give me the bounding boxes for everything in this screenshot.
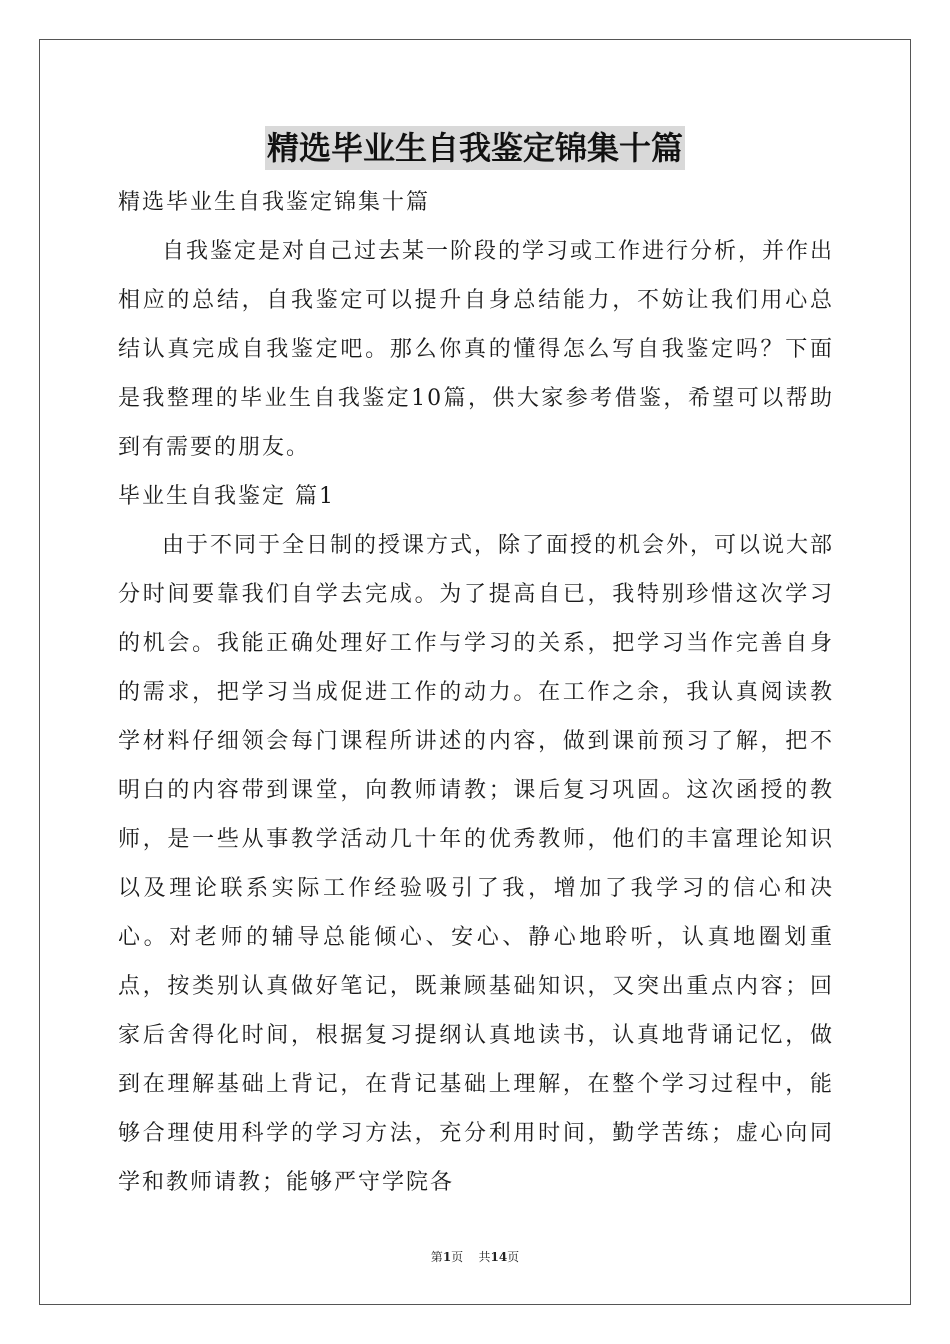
total-label-suffix: 页	[507, 1250, 520, 1264]
page-footer	[0, 1248, 950, 1265]
section-paragraph: 由于不同于全日制的授课方式，除了面授的机会外，可以说大部分时间要靠我们自学去完成。为了提高自已，我特别珍惜这次学习的机会。我能正确处理好工作与学习的关系，把学习当作完善自身的需求，把学习当成促进工作的动力。在工作之余，我认真阅读教学材料仔细领会每门课程所讲述的内容，做到课前预习了解，把不明白的内容带到课堂，向教师请教；课后复习巩固。这次函授的教师，是一些从事教学活动几十年的优秀教师，他们的丰富理论知识以及理论联系实际工作经验吸引了我，增加了我学习的信心和决心。对老师的辅导总能倾心、安心、静心地聆听，认真地圈划重点，按类别认真做好笔记，既兼顾基础知识，又突出重点内容；回家后舍得化时间，根据复习提纲认真地读书，认真地背诵记忆，做到在理解基础上背记，在背记基础上理解，在整个学习过程中，能够合理使用科学的学习方法，充分利用时间，勤学苦练；虚心向同学和教师请教；能够严守学院各	[118, 533, 835, 1195]
document-body	[118, 178, 834, 1207]
total-label-prefix: 共	[478, 1250, 491, 1264]
document-subtitle: 精选毕业生自我鉴定锦集十篇	[118, 190, 431, 215]
intro-paragraph: 自我鉴定是对自己过去某一阶段的学习或工作进行分析，并作出相应的总结，自我鉴定可以提升自身总结能力，不妨让我们用心总结认真完成自我鉴定吧。那么你真的懂得怎么写自我鉴定吗？下面是我整理的毕业生自我鉴定10篇，供大家参考借鉴，希望可以帮助到有需要的朋友。	[118, 239, 835, 460]
page-total: 14	[490, 1250, 508, 1264]
page-label-suffix: 页	[451, 1250, 464, 1264]
page-number: 1	[442, 1250, 452, 1264]
section-heading: 毕业生自我鉴定 篇1	[118, 484, 335, 509]
document-title: 精选毕业生自我鉴定锦集十篇	[265, 126, 685, 170]
title-container	[0, 126, 950, 170]
page-label-prefix: 第	[430, 1250, 443, 1264]
